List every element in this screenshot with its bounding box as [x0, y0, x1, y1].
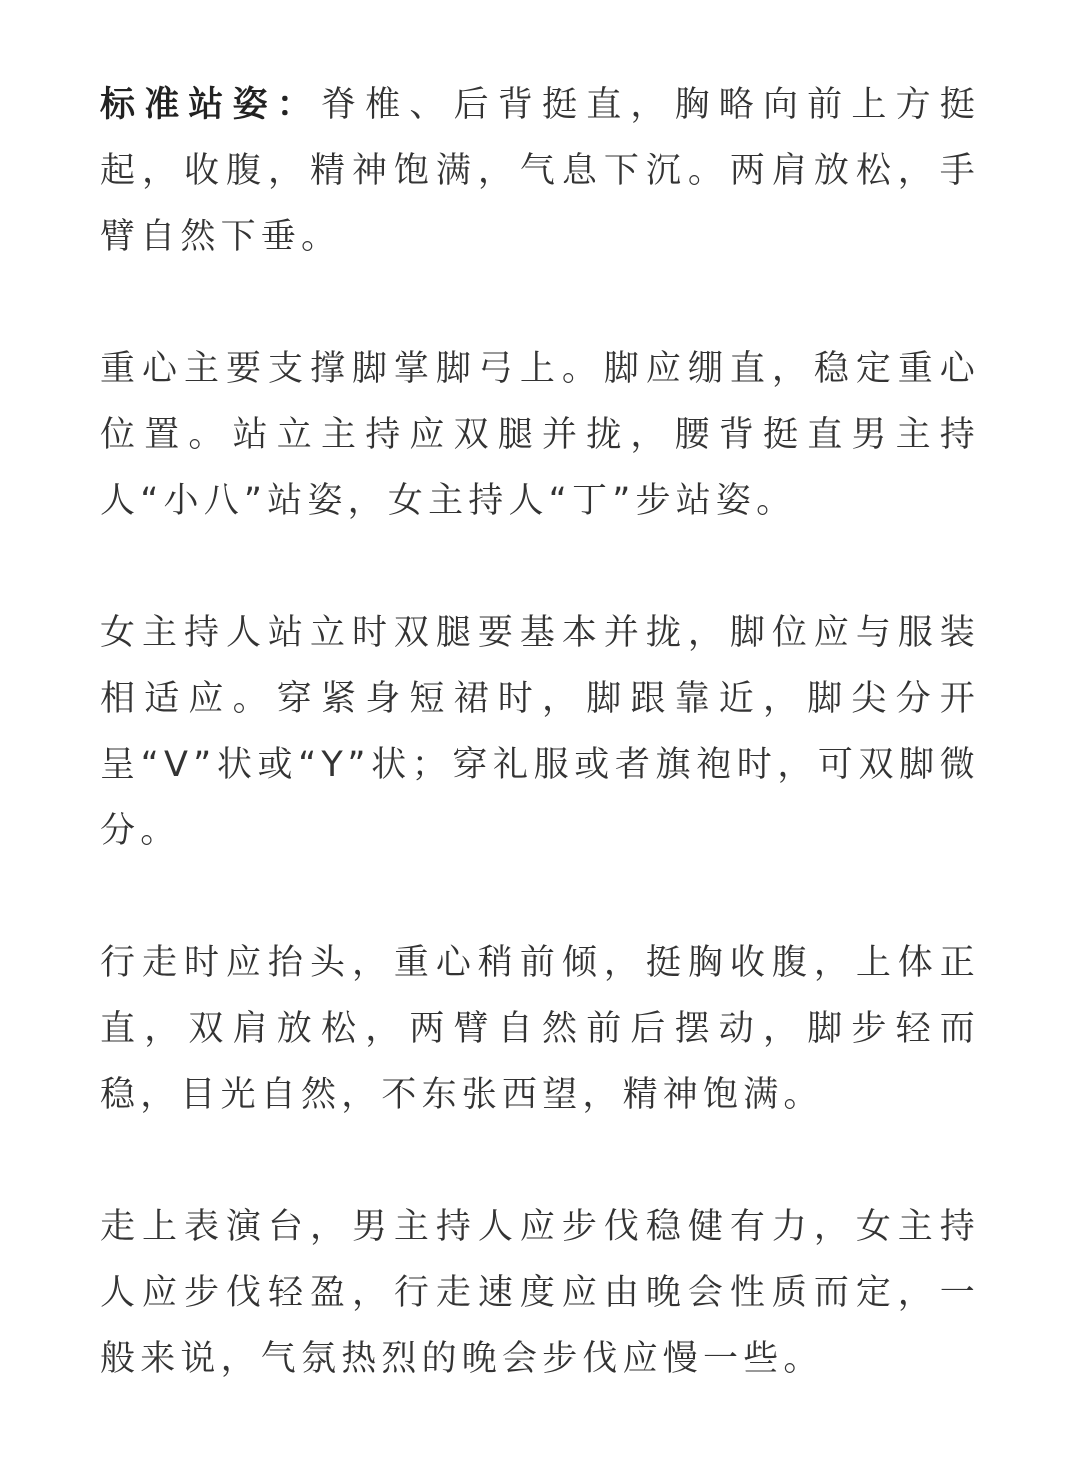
paragraph-walking: 行走时应抬头，重心稍前倾，挺胸收腹，上体正直，双肩放松，两臂自然前后摆动，脚步轻而稳，目光自然，不东张西望，精神饱满。	[100, 943, 980, 1115]
paragraph-text: 脊椎、后背挺直，胸略向前上方挺起，收腹，精神饱满，气息下沉。两肩放松，手臂自然下垂。	[100, 85, 980, 257]
paragraph-standard-stance	[100, 72, 980, 270]
paragraph-stage-walk: 走上表演台，男主持人应步伐稳健有力，女主持人应步伐轻盈，行走速度应由晚会性质而定，一般来说，气氛热烈的晚会步伐应慢一些。	[100, 1207, 980, 1379]
paragraph-lead-heading: 标准站姿：	[100, 85, 321, 125]
paragraph-center-of-gravity: 重心主要支撑脚掌脚弓上。脚应绷直，稳定重心位置。站立主持应双腿并拢，腰背挺直男主持人“小八”站姿，女主持人“丁”步站姿。	[100, 349, 980, 521]
paragraph-female-host-stance: 女主持人站立时双腿要基本并拢，脚位应与服装相适应。穿紧身短裙时，脚跟靠近，脚尖分开呈“V”状或“Y”状；穿礼服或者旗袍时，可双脚微分。	[100, 613, 980, 851]
article-body	[100, 72, 980, 1392]
